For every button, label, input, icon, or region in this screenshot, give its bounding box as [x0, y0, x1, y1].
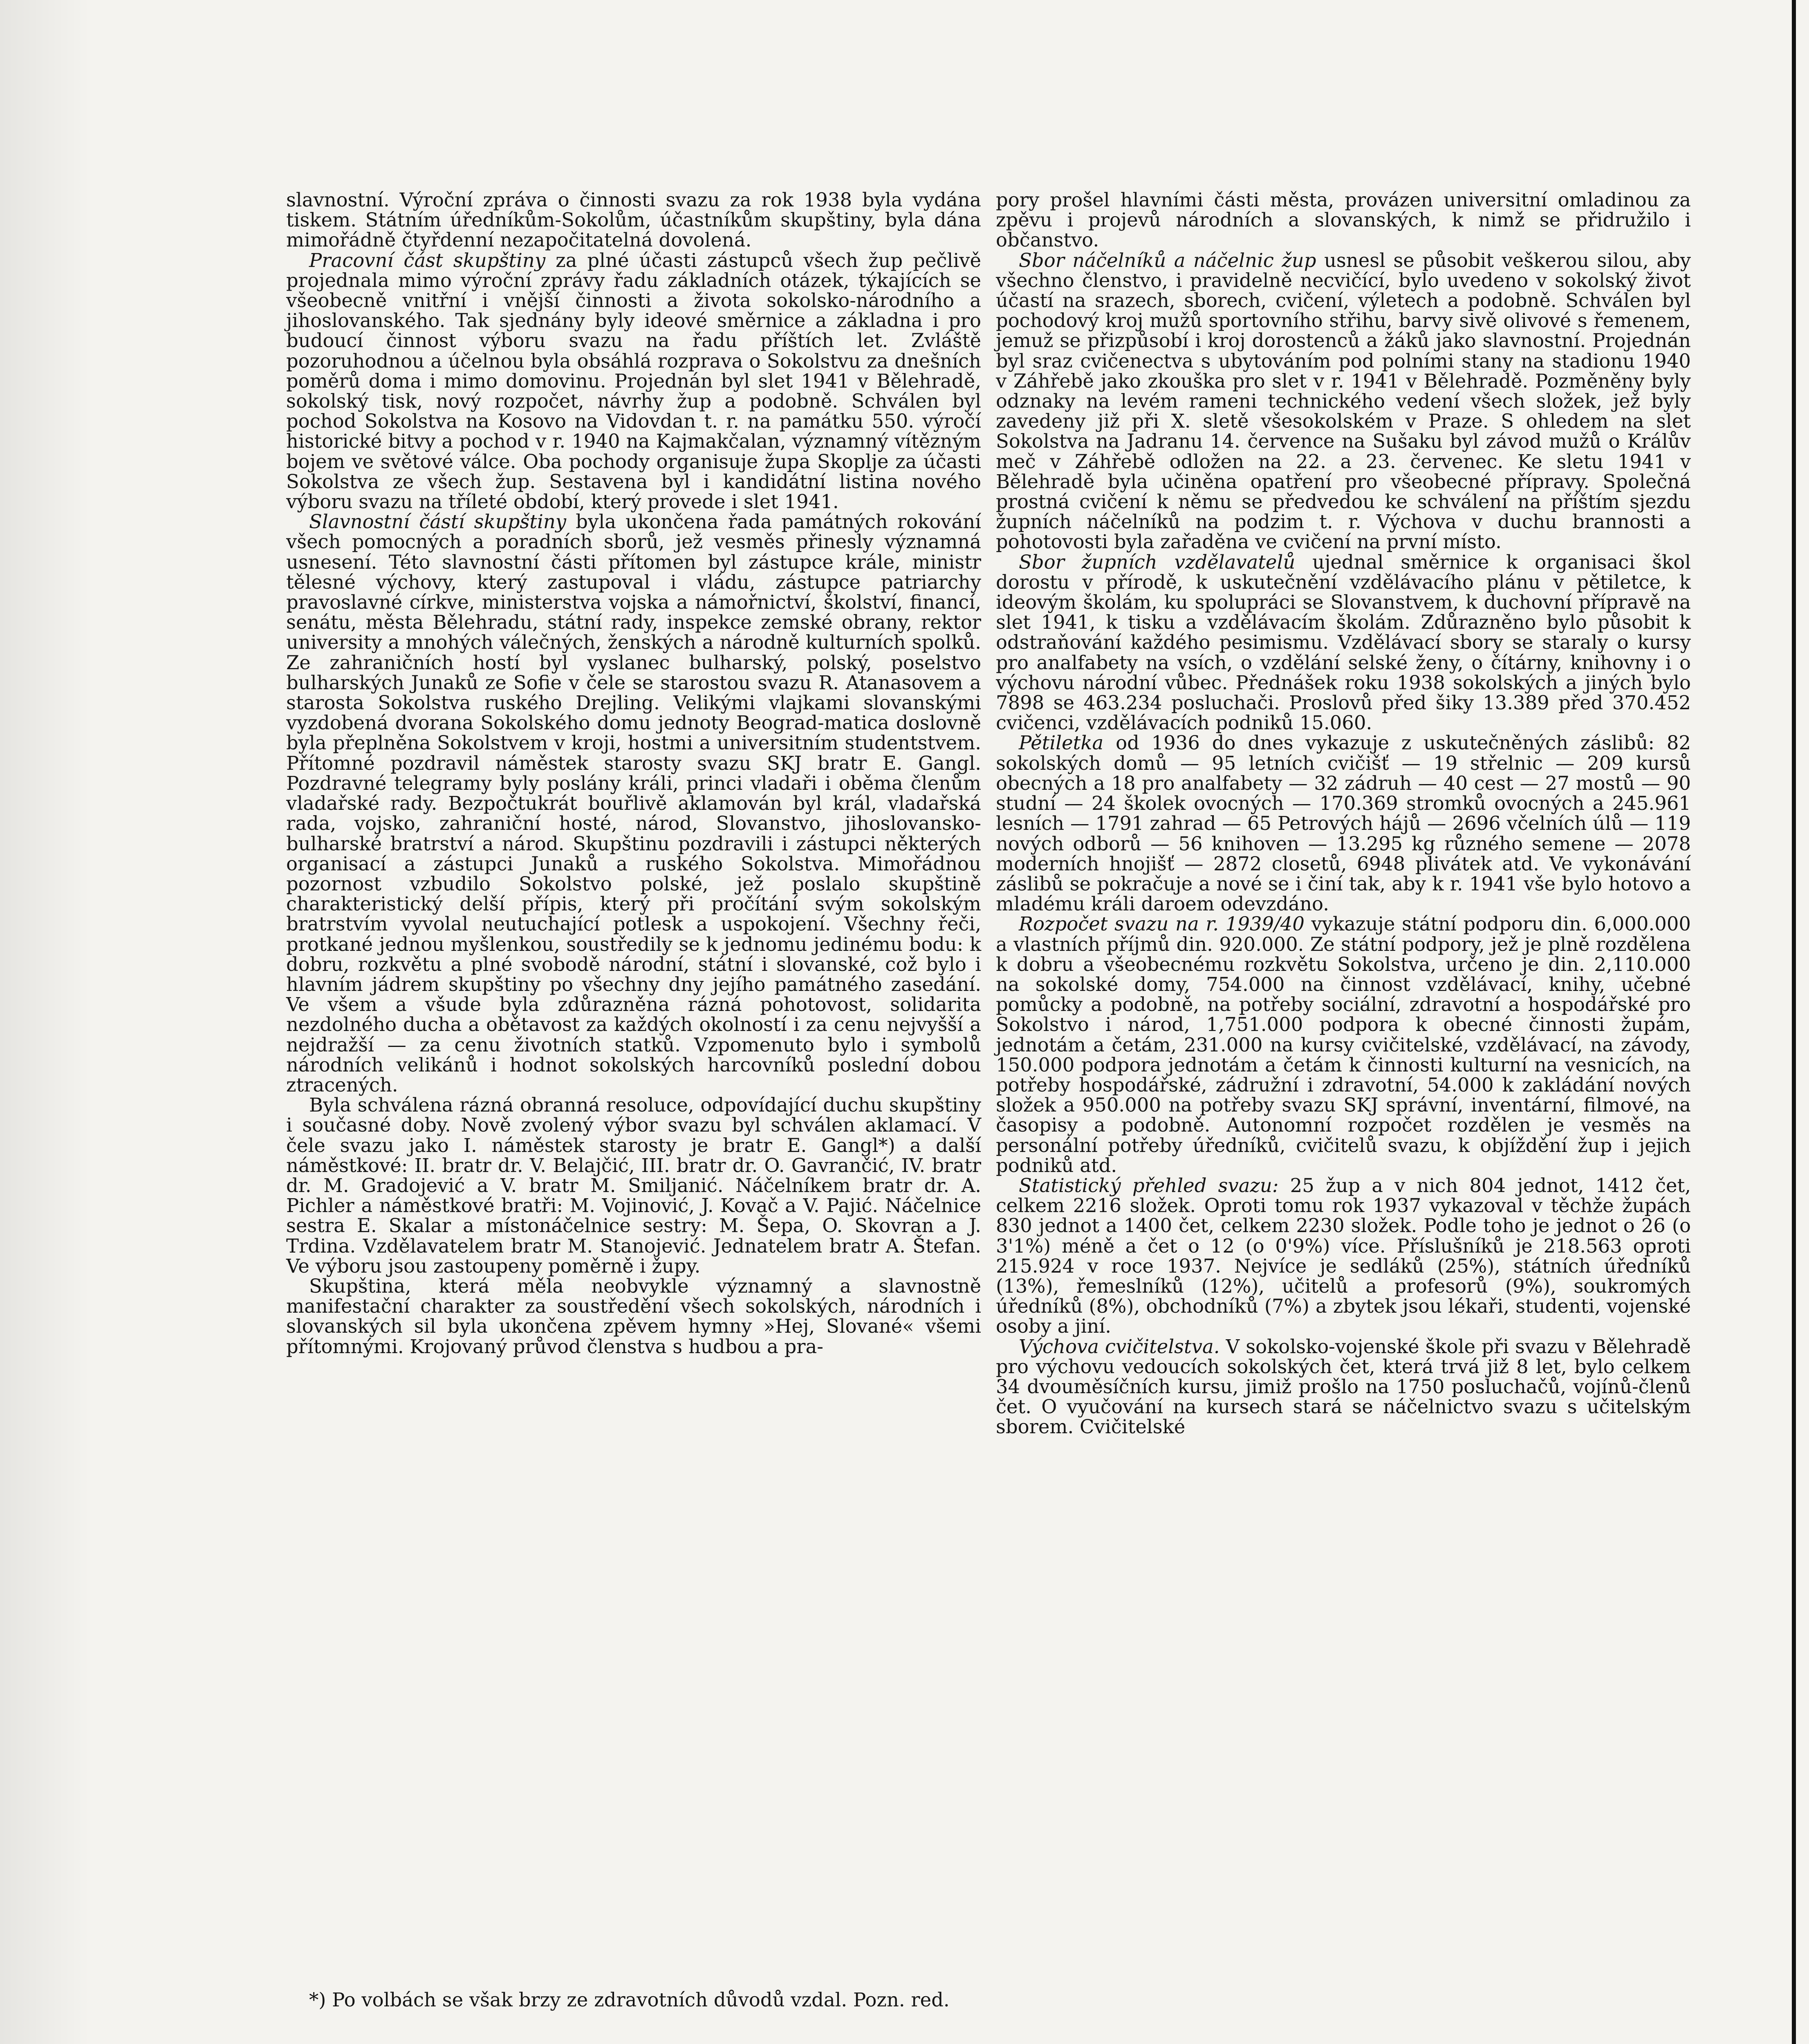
paragraph-text: usnesl se působit veškerou silou, aby všechno členstvo, i pravidelně necvičící, bylo uvedeno v sokolský život účastí na srazech, sborech, cvičení, výletech a podobně. Schválen byl pochodový kroj mužů sportovního střihu, barvy sivě olivové s řemenem, jemuž se přizpůsobí i kroj dorostenců a žáků jako slavnostní. Projednán byl sraz cvičenectva s ubytováním pod polními stany na stadionu 1940 v Záhřebě jako zkouška pro slet v r. 1941 v Bělehradě. Pozměněny byly odznaky na levém rameni technického vedení všech složek, jež byly zavedeny již při X. sletě všesokolském v Praze. S ohledem na slet Sokolstva na Jadranu 14. července na Sušaku byl závod mužů o Králův meč v Záhřebě odložen na 22. a 23. červenec. Ke sletu 1941 v Bělehradě byla učiněna opatření pro všeobecné přípravy. Společná prostná cvičení k němu se předvedou ke schválení na příštím sjezdu župních náčelníků na podzim t. r. Výchova v duchu brannosti a pohotovosti byla zařaděna ve cvičení na první místo.	[996, 249, 1691, 553]
section-lead: Pracovní část skupštiny	[309, 249, 546, 271]
paragraph: Skupština, která měla neobvykle významný a slavnostně manifestační charakter za soustředění všech sokolských, národních i slovanských sil byla ukončena zpěvem hymny »Hej, Slované« všemi přítomnými. Krojovaný průvod členstva s hudbou a pra-	[286, 1275, 981, 1358]
paragraph-text: 25 žup a v nich 804 jednot, 1412 čet, celkem 2216 složek. Oproti tomu rok 1937 vykazoval v těchže župách 830 jednot a 1400 čet, celkem 2230 složek. Podle toho je jednot o 26 (o 3'1%) méně a čet o 12 (o 0'9%) více. Příslušníků je 218.563 oproti 215.924 v roce 1937. Nejvíce je sedláků (25%), státních úředníků (13%), řemeslníků (12%), učitelů a profesorů (9%), soukromých úředníků (8%), obchodníků (7%) a zbytek jsou lékaři, studenti, vojenské osoby a jiní.	[996, 1174, 1691, 1338]
section-lead: Sbor náčelníků a náčelnic žup	[1019, 249, 1316, 271]
paragraph-text: od 1936 do dnes vykazuje z uskutečněných záslibů: 82 sokolských domů — 95 letních cvičišť — 19 střelnic — 209 kursů obecných a 18 pro analfabety — 32 zádruh — 40 cest — 27 mostů — 90 studní — 24 školek ovocných — 170.369 stromků ovocných a 245.961 lesních — 1791 zahrad — 65 Petrových hájů — 2696 včelních úlů — 119 nových odborů — 56 knihoven — 13.295 kg různého semene — 2078 moderních hnojišť — 2872 closetů, 6948 plivátek atd. Ve vykonávání záslibů se pokračuje a nové se i činí tak, aby k r. 1941 vše bylo hotovo a mladému králi daroem odevzdáno.	[996, 732, 1691, 915]
section-lead: Sbor župních vzdělavatelů	[1019, 551, 1296, 573]
footnote: *) Po volbách se však brzy ze zdravotních důvodů vzdal. Pozn. red.	[309, 1989, 950, 2011]
section-lead: Rozpočet svazu na r. 1939/40	[1019, 913, 1305, 935]
paragraph	[996, 1337, 1691, 1437]
paragraph	[996, 914, 1691, 1176]
paragraph	[996, 1176, 1691, 1337]
section-lead: Slavnostní částí skupštiny	[309, 511, 567, 533]
scan-edge	[1792, 0, 1796, 2044]
paragraph	[996, 251, 1691, 552]
paragraph-text: ujednal směrnice k organisaci škol dorostu v přírodě, k uskutečnění vzdělávacího plánu v pětiletce, k ideovým školám, ku spolupráci se Slovanstvem, k duchovní přípravě na slet 1941, k tisku a vzdělávacím školám. Zdůrazněno bylo působit k odstraňování každého pesimismu. Vzdělávací sbory se staraly o kursy pro analfabety na vsích, o vzdělání selské ženy, o čítárny, knihovny i o výchovu národní vůbec. Přednášek roku 1938 sokolských a jiných bylo 7898 se 463.234 posluchači. Proslovů před šiky 13.389 před 370.452 cvičenci, vzdělávacích podniků 15.060.	[996, 551, 1691, 734]
right-column	[996, 190, 1691, 1437]
scan-shadow	[0, 0, 90, 2044]
paragraph-text: za plné účasti zástupců všech žup pečlivě projednala mimo výroční zprávy řadu základních otázek, týkajících se všeobecně vnitřní i vnější činnosti a života sokolsko-národního a jihoslovanského. Tak sjednány byly ideové směrnice a základna i pro budoucí činnost výboru svazu na řadu příštích let. Zvláště pozoruhodnou a účelnou byla obsáhlá rozprava o Sokolstvu za dnešních poměrů doma i mimo domovinu. Projednán byl slet 1941 v Bělehradě, sokolský tisk, nový rozpočet, návrhy žup a podobně. Schválen byl pochod Sokolstva na Kosovo na Vidovdan t. r. na památku 550. výročí historické bitvy a pochod v r. 1940 na Kajmakčalan, významný vítězným bojem ve světové válce. Oba pochody organisuje župa Skoplje za účasti Sokolstva ze všech žup. Sestavena byl i kandidátní listina nového výboru svazu na tříleté období, který provede i slet 1941.	[286, 249, 981, 513]
paragraph: slavnostní. Výroční zpráva o činnosti svazu za rok 1938 byla vydána tiskem. Státním úředníkům-Sokolům, účastníkům skupštiny, byla dána mimořádně čtyřdenní nezapočitatelná dovolená.	[286, 189, 981, 251]
paragraph	[286, 251, 981, 512]
section-lead: Výchova cvičitelstva.	[1019, 1335, 1220, 1358]
paragraph	[286, 512, 981, 1095]
paragraph: pory prošel hlavními části města, provázen universitní omladinou za zpěvu i projevů národních a slovanských, k nimž se přidružilo i občanstvo.	[996, 189, 1691, 251]
paragraph: Byla schválena rázná obranná resoluce, odpovídající duchu skupštiny i současné doby. Nově zvolený výbor svazu byl schválen aklamací. V čele svazu jako I. náměstek starosty je bratr E. Gangl*) a další náměstkové: II. bratr dr. V. Belajčić, III. bratr dr. O. Gavrančić, IV. bratr dr. M. Gradojević a V. bratr M. Smiljanić. Náčelníkem bratr dr. A. Pichler a náměstkové bratři: M. Vojinović, J. Kovač a V. Pajić. Náčelnice sestra E. Skalar a místonáčelnice sestry: M. Šepa, O. Skovran a J. Trdina. Vzdělavatelem bratr M. Stanojević. Jednatelem bratr A. Štefan. Ve výboru jsou zastoupeny poměrně i župy.	[286, 1094, 981, 1277]
paragraph	[996, 733, 1691, 914]
paragraph	[996, 552, 1691, 733]
paragraph-text: byla ukončena řada památných rokování všech pomocných a poradních sborů, jež vesměs přinesly významná usnesení. Této slavnostní části přítomen byl zástupce krále, ministr tělesné výchovy, který zastupoval i vládu, zástupce patriarchy pravoslavné církve, ministerstva vojska a námořnictví, školství, financí, senátu, města Bělehradu, státní rady, inspekce zemské obrany, rektor university a mnohých válečných, ženských a národně kulturních spolků. Ze zahraničních hostí byl vyslanec bulharský, polský, poselstvo bulharských Junaků ze Sofie v čele se starostou svazu R. Atanasovem a starosta Sokolstva ruského Drejling. Velikými vlajkami slovanskými vyzdobená dvorana Sokolského domu jednoty Beograd-matica doslovně byla přeplněna Sokolstvem v kroji, hostmi a universitním studentstvem. Přítomné pozdravil náměstek starosty svazu SKJ bratr E. Gangl. Pozdravné telegramy byly poslány králi, princi vladaři i oběma členům vladařské rady. Bezpočtukrát bouřlivě aklamován byl král, vladařská rada, vojsko, zahraniční hosté, národ, Slovanstvo, jihoslovansko-bulharské bratrství a národ. Skupštinu pozdravili i zástupci některých organisací a zástupci Junaků a ruského Sokolstva. Mimořádnou pozornost vzbudilo Sokolstvo polské, jež poslalo skupštině charakteristický delší přípis, který při pročítání svým sokolským bratrstvím vyvolal neutuchající potlesk a uspokojení. Všechny řeči, protkané jednou myšlenkou, soustředily se k jednomu jedinému bodu: k dobru, rozkvětu a plné svobodě národní, státní i slovanské, což bylo i hlavním jádrem skupštiny po všechny dny jejího památného zasedání. Ve všem a všude byla zdůrazněna rázná pohotovost, solidarita nezdolného ducha a obětavost za každých okolností i za cenu nejvyšší a nejdražší — za cenu životních statků. Vzpomenuto bylo i symbolů národních velikánů i hodnot sokolských harcovníků poslední dobou ztracených.	[286, 511, 981, 1096]
section-lead: Pětiletka	[1019, 732, 1104, 754]
left-column	[286, 190, 981, 1357]
paragraph-text: vykazuje státní podporu din. 6,000.000 a vlastních příjmů din. 920.000. Ze státní podpory, jež je plně rozdělena k dobru a všeobecnému rozkvětu Sokolstva, určeno je din. 2,110.000 na sokolské domy, 754.000 na činnost vzdělávací, knihy, učebné pomůcky a podobně, na potřeby sociální, zdravotní a hospodářské pro Sokolstvo i národ, 1,751.000 podpora k obecné činnosti župám, jednotám a četám, 231.000 na kursy cvičitelské, vzdělávací, na závody, 150.000 podpora jednotám a četám k činnosti kulturní na vesnicích, na potřeby hospodářské, zádružní i zdravotní, 54.000 k zakládání nových složek a 950.000 na potřeby svazu SKJ správní, inventární, filmové, na časopisy a podobně. Autonomní rozpočet rozdělen je vesměs na personální potřeby úředníků, cvičitelů svazu, k objíždění žup i jejich podniků atd.	[996, 913, 1691, 1177]
section-lead: Statistický přehled svazu:	[1019, 1174, 1279, 1197]
paragraph-text: V sokolsko-vojenské škole při svazu v Bělehradě pro výchovu vedoucích sokolských čet, která trvá již 8 let, bylo celkem 34 dvouměsíčních kursu, jimiž prošlo na 1750 posluchačů, vojínů-členů čet. O vyučování na kursech stará se náčelnictvo svazu s učitelským sborem. Cvičitelské	[996, 1335, 1691, 1438]
